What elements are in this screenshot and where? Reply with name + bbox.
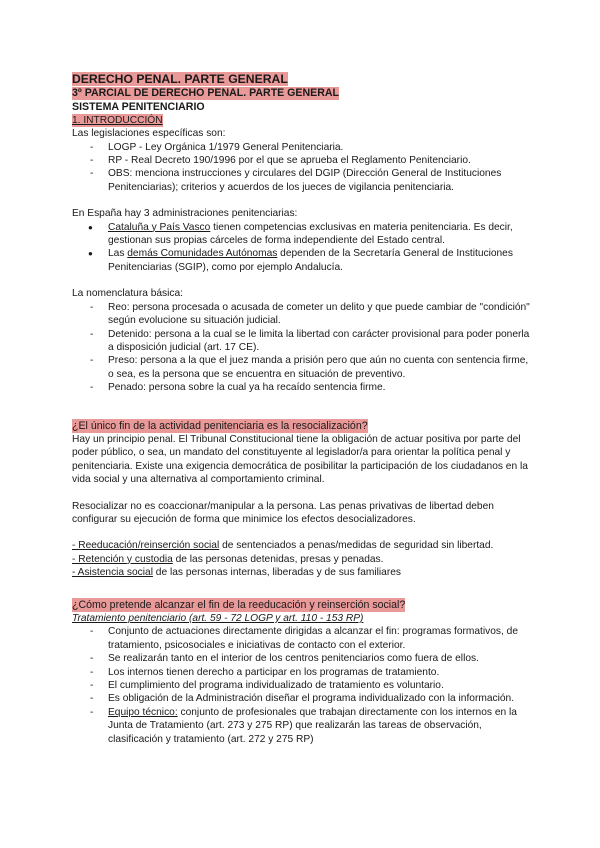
document-title: DERECHO PENAL. PARTE GENERAL [72, 72, 288, 86]
list-item: - Conjunto de actuaciones directamente dirigidas a alcanzar el fin: programas formativos, de tratamiento, psicosociales e iniciativas de contacto con el exterior. [72, 625, 532, 652]
question1-paragraph: Resocializar no es coaccionar/manipular a la persona. Las penas privativas de libertad deben configurar su ejecución de forma que minimice los efectos desocializadores. [72, 500, 494, 525]
question1-paragraph: Hay un principio penal. El Tribunal Constitucional tiene la obligación de actuar positiva por parte del poder público, o sea, un mandato del constituyente al legislador/a para orientar la política penal y penitenciaria. Existe una exigencia democrática de posibilitar la participación de los ciudadanos en la vida social y una alternativa al comportamiento criminal. [72, 433, 528, 486]
list-item: - Preso: persona a la que el juez manda a prisión pero que aún no cuenta con sentencia firme, o sea, es la persona que se encuentra en situación de preventivo. [72, 354, 532, 381]
exam-title: 3º PARCIAL DE DERECHO PENAL. PARTE GENERAL [72, 87, 339, 100]
technical-team-label: Equipo técnico: [108, 706, 178, 718]
list-item: ● Las demás Comunidades Autónomas dependen de la Secretaría General de Instituciones Penitenciarias (SGIP), como por ejemplo Andalucía. [72, 247, 532, 274]
list-item: - Retención y custodia de las personas detenidas, presas y penadas. [72, 553, 384, 565]
legislation-list [72, 141, 532, 195]
question2-heading: ¿Cómo pretende alcanzar el fin de la reeducación y reinserción social? [72, 598, 406, 611]
list-item: - RP - Real Decreto 190/1996 por el que se aprueba el Reglamento Penitenciario. [72, 154, 532, 167]
list-item: - Penado: persona sobre la cual ya ha recaído sentencia firme. [72, 381, 532, 394]
treatment-list [72, 625, 532, 746]
list-item: - Reeducación/reinserción social de sentenciados a penas/medidas de seguridad sin libertad. [72, 540, 494, 552]
list-item: - Reo: persona procesada o acusada de cometer un delito y que puede cambiar de "condición" según evolucione su situación judicial. [72, 301, 532, 328]
catalonia-basque-link: Cataluña y País Vasco [108, 221, 211, 233]
nomenclature-list [72, 301, 532, 395]
question1-heading: ¿El único fin de la actividad penitenciaria es la resocialización? [72, 419, 368, 432]
list-item: - Detenido: persona a la cual se le limita la libertad con carácter provisional para poder ponerla a disposición judicial (art. 17 CE). [72, 328, 532, 355]
list-item: - El cumplimiento del programa individualizado de tratamiento es voluntario. [72, 679, 532, 692]
other-communities-link: demás Comunidades Autónomas [127, 248, 278, 260]
legislation-lead: Las legislaciones específicas son: [72, 128, 226, 140]
treatment-subheading: Tratamiento penitenciario (art. 59 - 72 LOGP y art. 110 - 153 RP) [72, 613, 364, 624]
document-page [72, 72, 532, 746]
intro-heading: 1. INTRODUCCIÓN [72, 114, 163, 126]
nomenclature-lead: La nomenclatura básica: [72, 288, 183, 300]
administrations-list [72, 221, 532, 275]
list-item: - Asistencia social de las personas internas, liberadas y de sus familiares [72, 567, 401, 579]
section-title: SISTEMA PENITENCIARIO [72, 100, 205, 113]
list-item: - OBS: menciona instrucciones y circulares del DGIP (Dirección General de Instituciones Penitenciarias); criterios y acuerdos de los jueces de vigilancia penitenciaria. [72, 167, 532, 194]
administrations-lead: En España hay 3 administraciones penitenciarias: [72, 208, 298, 220]
list-item: - Se realizarán tanto en el interior de los centros penitenciarios como fuera de ellos. [72, 652, 532, 665]
aims-list [72, 539, 532, 579]
list-item: - Equipo técnico: conjunto de profesionales que trabajan directamente con los internos en la Junta de Tratamiento (art. 273 y 275 RP) que realizarán las tareas de observación, clasificación y tratamiento (art. 272 y 275 RP) [72, 706, 532, 746]
list-item: - Los internos tienen derecho a participar en los programas de tratamiento. [72, 666, 532, 679]
list-item: - LOGP - Ley Orgánica 1/1979 General Penitenciaria. [72, 141, 532, 154]
list-item: - Es obligación de la Administración diseñar el programa individualizado con la información. [72, 692, 532, 705]
list-item: ● Cataluña y País Vasco tienen competencias exclusivas en materia penitenciaria. Es decir, gestionan sus propias cárceles de forma independiente del Estado central. [72, 221, 532, 248]
